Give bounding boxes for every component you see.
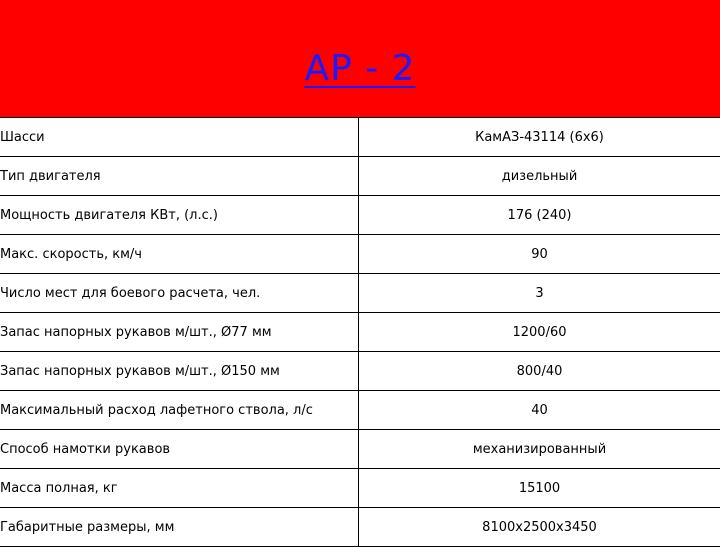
spec-value: 40 <box>359 391 720 430</box>
spec-param: Запас напорных рукавов м/шт., Ø77 мм <box>0 313 359 352</box>
spec-value: 3 <box>359 274 720 313</box>
table-row <box>0 118 720 157</box>
table-row <box>0 235 720 274</box>
table-row <box>0 508 720 547</box>
spec-param: Запас напорных рукавов м/шт., Ø150 мм <box>0 352 359 391</box>
table-row <box>0 196 720 235</box>
spec-value: 8100х2500х3450 <box>359 508 720 547</box>
page-title-text: АР - 2 <box>304 48 415 89</box>
table-row <box>0 274 720 313</box>
spec-value: 15100 <box>359 469 720 508</box>
spec-param: Мощность двигателя КВт, (л.с.) <box>0 196 359 235</box>
spec-value: механизированный <box>359 430 720 469</box>
spec-param: Шасси <box>0 118 359 157</box>
page-title <box>0 44 720 94</box>
table-row <box>0 157 720 196</box>
spec-param: Тип двигателя <box>0 157 359 196</box>
spec-value: 800/40 <box>359 352 720 391</box>
table-row <box>0 430 720 469</box>
spec-value: дизельный <box>359 157 720 196</box>
table-row <box>0 469 720 508</box>
spec-param: Масса полная, кг <box>0 469 359 508</box>
table-row <box>0 313 720 352</box>
spec-value: 90 <box>359 235 720 274</box>
spec-value: 1200/60 <box>359 313 720 352</box>
spec-param: Макс. скорость, км/ч <box>0 235 359 274</box>
spec-param: Габаритные размеры, мм <box>0 508 359 547</box>
table-row <box>0 352 720 391</box>
specs-table <box>0 117 720 547</box>
table-row <box>0 391 720 430</box>
spec-param: Число мест для боевого расчета, чел. <box>0 274 359 313</box>
spec-param: Максимальный расход лафетного ствола, л/с <box>0 391 359 430</box>
spec-value: КамАЗ-43114 (6х6) <box>359 118 720 157</box>
spec-value: 176 (240) <box>359 196 720 235</box>
spec-param: Способ намотки рукавов <box>0 430 359 469</box>
